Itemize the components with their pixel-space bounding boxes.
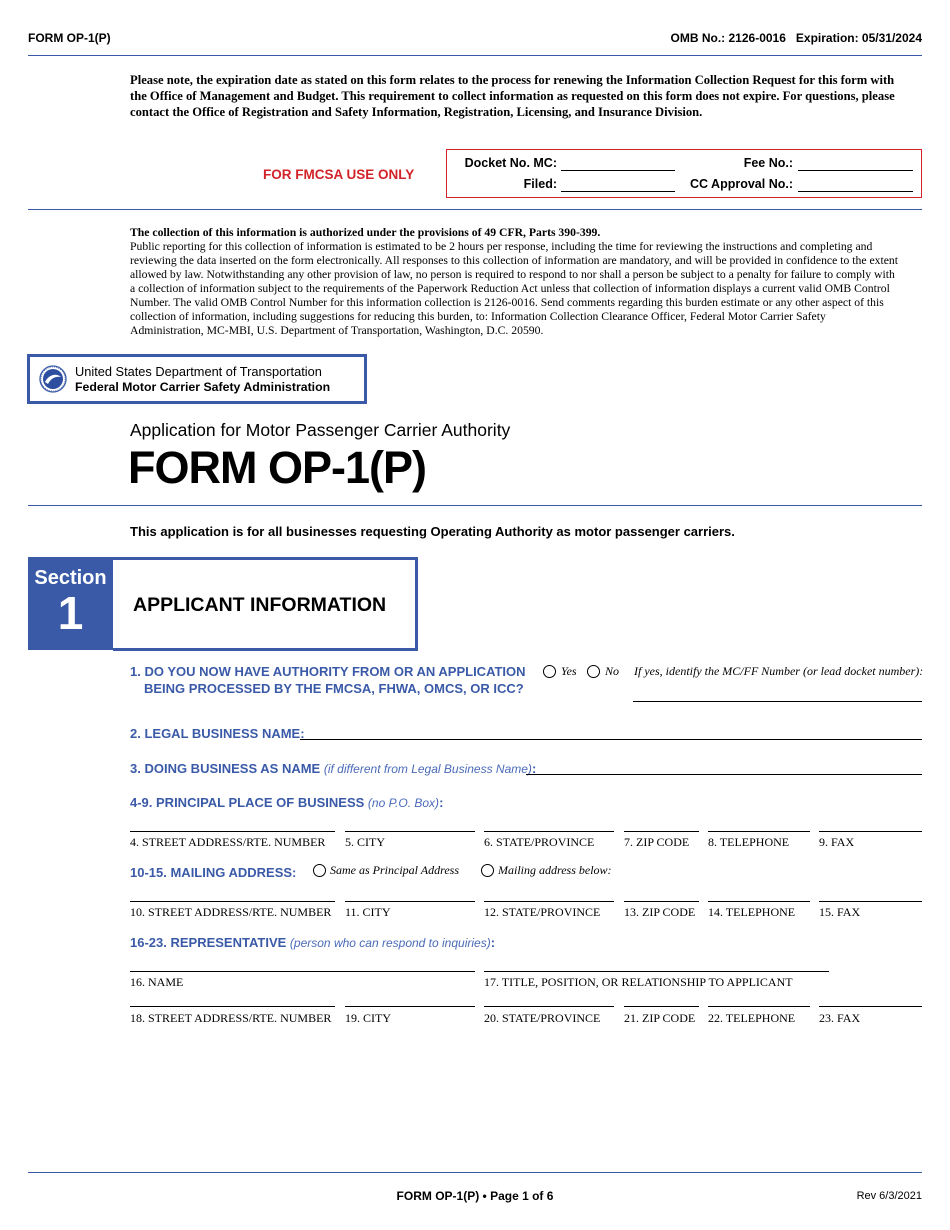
q1-label — [130, 663, 526, 697]
q4-colon: : — [439, 795, 444, 810]
q1-ifyes-label: If yes, identify the MC/FF Number (or lead docket number): — [634, 664, 924, 678]
mailing-city-field[interactable] — [345, 901, 475, 902]
q1-mc-number-field[interactable] — [633, 701, 922, 702]
fmcsa-use-only-label: FOR FMCSA USE ONLY — [263, 167, 415, 182]
mailing-below-radio[interactable] — [481, 864, 494, 877]
intro-text: This application is for all businesses requesting Operating Authority as motor passenger carriers. — [130, 524, 735, 539]
rep-city-field[interactable] — [345, 1006, 475, 1007]
agency-logo-box — [27, 354, 367, 404]
mailing-zip-field[interactable] — [624, 901, 699, 902]
q1-no-label: No — [605, 664, 620, 678]
field-label: 23. FAX — [819, 1011, 861, 1025]
field-label: 11. CITY — [345, 905, 391, 919]
representative-label-text: 16-23. REPRESENTATIVE — [130, 935, 287, 950]
q1-no-radio[interactable] — [587, 665, 600, 678]
field-label: 12. STATE/PROVINCE — [484, 905, 601, 919]
fax-field[interactable] — [819, 831, 922, 832]
divider — [28, 505, 922, 506]
omb-number: OMB No.: 2126-0016 — [670, 31, 786, 45]
docket-field[interactable] — [561, 170, 675, 171]
city-field[interactable] — [345, 831, 475, 832]
mailing-below-label: Mailing address below: — [498, 863, 612, 877]
field-label: 7. ZIP CODE — [624, 835, 690, 849]
q1-line1: 1. DO YOU NOW HAVE AUTHORITY FROM OR AN APPLICATION — [130, 664, 526, 679]
q1-line2: BEING PROCESSED BY THE FMCSA, FHWA, OMCS, OR ICC? — [144, 681, 524, 696]
q3-label-text: 3. DOING BUSINESS AS NAME — [130, 761, 321, 776]
form-subtitle: Application for Motor Passenger Carrier Authority — [130, 420, 511, 440]
field-label: 14. TELEPHONE — [708, 905, 796, 919]
q3-hint: (if different from Legal Business Name) — [323, 762, 532, 776]
field-label: 19. CITY — [345, 1011, 391, 1025]
q2-label: 2. LEGAL BUSINESS NAME: — [130, 726, 305, 741]
section-badge — [28, 557, 113, 650]
header-omb — [671, 31, 922, 45]
rep-state-field[interactable] — [484, 1006, 614, 1007]
footer-page: FORM OP-1(P) • Page 1 of 6 — [396, 1189, 554, 1203]
rep-title-field[interactable] — [484, 971, 829, 972]
field-label: 20. STATE/PROVINCE — [484, 1011, 601, 1025]
q4-label — [130, 795, 443, 810]
legal-business-name-field[interactable] — [300, 739, 922, 740]
section-word: Section — [34, 567, 107, 589]
field-label: 13. ZIP CODE — [624, 905, 696, 919]
mailing-address-label: 10-15. MAILING ADDRESS: — [130, 865, 297, 880]
q1-yes-radio[interactable] — [543, 665, 556, 678]
dot-seal-icon — [39, 365, 67, 393]
form-title: FORM OP-1(P) — [128, 442, 426, 493]
q3-colon: : — [531, 761, 537, 776]
q4-hint: (no P.O. Box) — [367, 796, 440, 810]
rep-fax-field[interactable] — [819, 1006, 922, 1007]
section-number: 1 — [57, 587, 84, 639]
q1-yes-label: Yes — [561, 664, 577, 678]
filed-field[interactable] — [561, 191, 675, 192]
field-label: 6. STATE/PROVINCE — [484, 835, 595, 849]
field-label: 9. FAX — [819, 835, 855, 849]
agency-dept: United States Department of Transportation — [75, 364, 322, 379]
field-label: 10. STREET ADDRESS/RTE. NUMBER — [130, 905, 332, 919]
field-label: 15. FAX — [819, 905, 861, 919]
zip-field[interactable] — [624, 831, 699, 832]
field-label: 16. NAME — [130, 975, 184, 989]
cc-approval-field[interactable] — [798, 191, 913, 192]
footer-rev: Rev 6/3/2021 — [856, 1190, 922, 1202]
rep-telephone-field[interactable] — [708, 1006, 810, 1007]
rep-name-field[interactable] — [130, 971, 475, 972]
field-label: 5. CITY — [345, 835, 385, 849]
field-label: 22. TELEPHONE — [708, 1011, 796, 1025]
agency-name: Federal Motor Carrier Safety Administration — [75, 380, 331, 394]
field-label: 17. TITLE, POSITION, OR RELATIONSHIP TO APPLICANT — [484, 975, 793, 989]
mailing-fax-field[interactable] — [819, 901, 922, 902]
fee-field[interactable] — [798, 170, 913, 171]
section-title-box — [113, 557, 418, 651]
representative-colon: : — [490, 935, 496, 950]
dba-name-field[interactable] — [526, 774, 922, 775]
divider — [28, 209, 922, 210]
same-as-principal-label: Same as Principal Address — [330, 863, 459, 877]
q3-label — [130, 761, 536, 776]
section-title: APPLICANT INFORMATION — [133, 594, 387, 616]
representative-hint: (person who can respond to inquiries) — [289, 936, 491, 950]
fee-label: Fee No.: — [743, 156, 793, 170]
expiration-notice: Please note, the expiration date as stated on this form relates to the process for renewing the Information Collection Request for this form with the Office of Management and Budget. This requirement to collect information as requested on this form does not expire. For questions, please contact the Office of Registration and Safety Information, Registration, Licensing, and Insurance Division. — [130, 73, 895, 119]
telephone-field[interactable] — [708, 831, 810, 832]
street-address-field[interactable] — [130, 831, 335, 832]
mailing-state-field[interactable] — [484, 901, 614, 902]
q4-label-text: 4-9. PRINCIPAL PLACE OF BUSINESS — [130, 795, 365, 810]
burden-text: Public reporting for this collection of information is estimated to be 2 hours per response, including the time for reviewing the instructions and completing and reviewing the data inserted on the form electronically. All responses to this collection of information are mandatory, and will be provided in confidence to the extent allowed by law. Notwithstanding any other provision of law, no person is required to respond to nor shall a person be subject to a penalty for failure to comply with a collection of information subject to the requirements of the Paperwork Reduction Act unless that collection of information displays a current valid OMB Control Number. The valid OMB Control Number for this information collection is 2126-0016. Send comments regarding this burden estimate or any other aspect of this collection of information, including suggestions for reducing this burden, to: Information Collection Clearance Officer, Federal Motor Carrier Safety Administration, MC-MBI, U.S. Department of Transportation, Washington, D.C. 20590. — [130, 240, 898, 337]
fmcsa-use-only-box — [446, 149, 922, 198]
header-form-id: FORM OP-1(P) — [28, 31, 111, 45]
burden-authority: The collection of this information is authorized under the provisions of 49 CFR, Parts 390-399. — [130, 226, 601, 239]
expiration-date: Expiration: 05/31/2024 — [795, 31, 922, 45]
same-as-principal-radio[interactable] — [313, 864, 326, 877]
representative-label — [130, 935, 495, 950]
divider — [28, 1172, 922, 1173]
mailing-street-field[interactable] — [130, 901, 335, 902]
rep-zip-field[interactable] — [624, 1006, 699, 1007]
burden-statement — [130, 226, 898, 338]
mailing-telephone-field[interactable] — [708, 901, 810, 902]
rep-street-field[interactable] — [130, 1006, 335, 1007]
docket-label: Docket No. MC: — [464, 156, 557, 170]
divider — [28, 55, 922, 56]
state-field[interactable] — [484, 831, 614, 832]
field-label: 18. STREET ADDRESS/RTE. NUMBER — [130, 1011, 332, 1025]
field-label: 4. STREET ADDRESS/RTE. NUMBER — [130, 835, 326, 849]
filed-label: Filed: — [523, 177, 557, 191]
field-label: 21. ZIP CODE — [624, 1011, 696, 1025]
field-label: 8. TELEPHONE — [708, 835, 790, 849]
cc-approval-label: CC Approval No.: — [689, 177, 793, 191]
